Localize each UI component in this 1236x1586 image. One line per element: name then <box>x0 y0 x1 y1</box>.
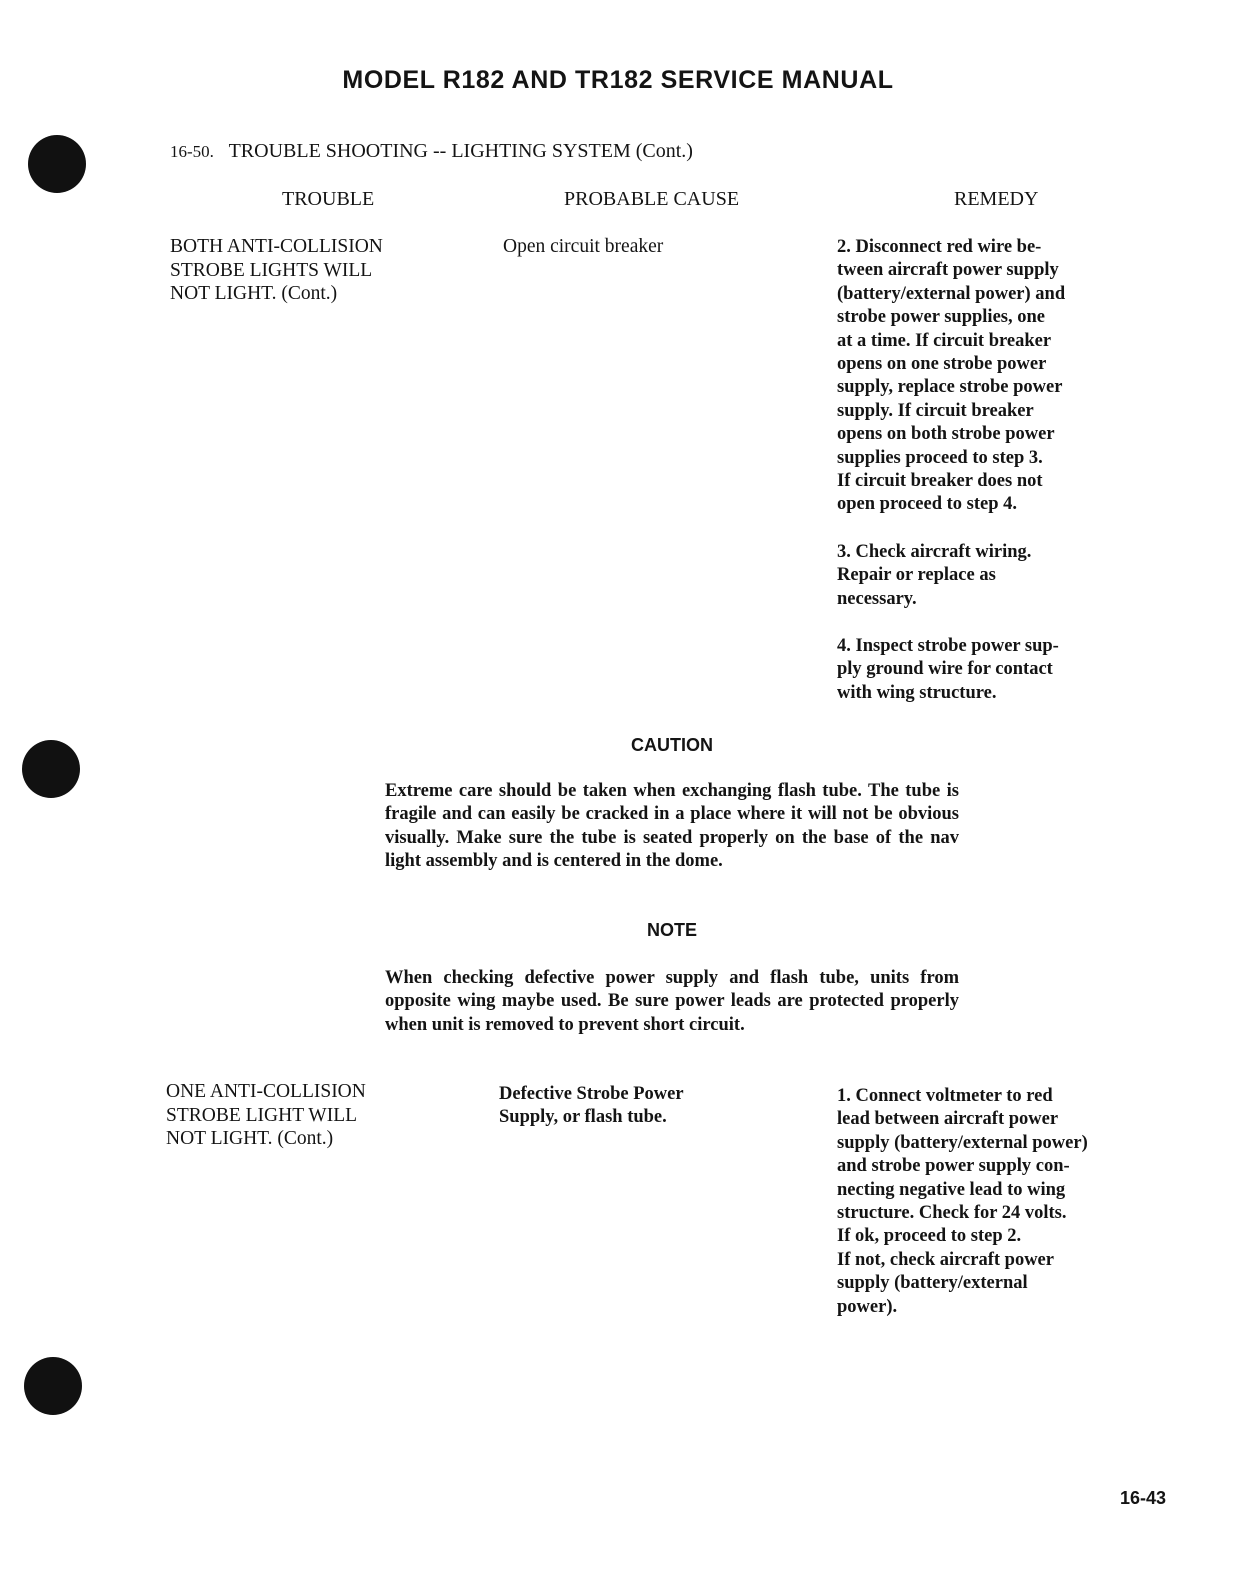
remedy-line: with wing structure. <box>837 682 997 703</box>
column-header-trouble: TROUBLE <box>282 188 375 210</box>
remedy-line: and strobe power supply con- <box>837 1156 1070 1177</box>
remedy-line: supply (battery/external power) <box>837 1132 1088 1153</box>
caution-text: Extreme care should be taken when exchanging flash tube. The tube is fragile and can easily be cracked in a place where it will not be obvious visually. Make sure the tube is seated properly on the base of the nav light assembly and is centered in the dome. <box>385 781 959 872</box>
binder-hole-middle <box>22 740 80 798</box>
remedy-line: opens on both strobe power <box>837 424 1055 445</box>
cause-line: Supply, or flash tube. <box>499 1107 667 1128</box>
trouble-line: ONE ANTI-COLLISION <box>166 1081 366 1102</box>
remedy-line: 3. Check aircraft wiring. <box>837 542 1032 562</box>
section-heading <box>170 140 693 163</box>
remedy-line: supplies proceed to step 3. <box>837 447 1043 468</box>
trouble-line: STROBE LIGHT WILL <box>166 1104 358 1126</box>
entry1-remedy-step-3 <box>837 541 1031 611</box>
remedy-line: Repair or replace as <box>837 565 996 586</box>
binder-hole-top <box>28 135 86 193</box>
remedy-line: power). <box>837 1296 898 1317</box>
entry2-trouble <box>166 1080 366 1151</box>
remedy-line: opens on one strobe power <box>837 354 1047 375</box>
column-header-probable-cause: PROBABLE CAUSE <box>564 188 740 210</box>
section-number: 16-50. <box>170 142 214 161</box>
remedy-line: necting negative lead to wing <box>837 1179 1066 1200</box>
trouble-line: NOT LIGHT. (Cont.) <box>170 283 338 305</box>
remedy-line: supply. If circuit breaker <box>837 400 1034 421</box>
remedy-line: strobe power supplies, one <box>837 307 1045 328</box>
cause-line: Defective Strobe Power <box>499 1084 684 1104</box>
entry2-cause <box>499 1083 684 1130</box>
entry1-cause: Open circuit breaker <box>503 236 664 257</box>
entry1-trouble <box>170 235 383 306</box>
remedy-line: 4. Inspect strobe power sup- <box>837 636 1059 656</box>
page-title: MODEL R182 AND TR182 SERVICE MANUAL <box>342 66 894 94</box>
note-title: NOTE <box>646 920 697 940</box>
remedy-line: (battery/external power) and <box>837 283 1066 304</box>
remedy-line: open proceed to step 4. <box>837 494 1018 515</box>
entry2-remedy-step-1 <box>837 1085 1088 1319</box>
binder-hole-bottom <box>24 1357 82 1415</box>
remedy-line: supply (battery/external <box>837 1273 1028 1294</box>
remedy-line: necessary. <box>837 588 917 609</box>
remedy-line: at a time. If circuit breaker <box>837 330 1052 351</box>
remedy-line: supply, replace strobe power <box>837 377 1063 398</box>
caution-title: CAUTION <box>631 735 713 755</box>
page-number: 16-43 <box>1120 1488 1167 1508</box>
remedy-line: If ok, proceed to step 2. <box>837 1226 1022 1247</box>
trouble-line: STROBE LIGHTS WILL <box>170 259 373 281</box>
remedy-line: structure. Check for 24 volts. <box>837 1203 1067 1224</box>
remedy-line: tween aircraft power supply <box>837 260 1059 281</box>
column-header-remedy: REMEDY <box>954 188 1039 210</box>
remedy-line: 2. Disconnect red wire be- <box>837 237 1042 257</box>
remedy-line: 1. Connect voltmeter to red <box>837 1086 1053 1106</box>
remedy-line: If not, check aircraft power <box>837 1249 1054 1270</box>
trouble-line: NOT LIGHT. (Cont.) <box>166 1128 334 1150</box>
remedy-line: ply ground wire for contact <box>837 659 1053 680</box>
section-title: TROUBLE SHOOTING -- LIGHTING SYSTEM (Cont.) <box>228 140 693 162</box>
remedy-line: lead between aircraft power <box>837 1109 1059 1130</box>
trouble-line: BOTH ANTI-COLLISION <box>170 236 383 257</box>
remedy-line: If circuit breaker does not <box>837 471 1043 492</box>
note-text: When checking defective power supply and flash tube, units from opposite wing maybe used. Be sure power leads are protected properly when unit is removed to prevent short circuit. <box>385 968 959 1035</box>
entry1-remedy-step-4 <box>837 635 1059 705</box>
entry1-remedy-step-2 <box>837 236 1065 517</box>
